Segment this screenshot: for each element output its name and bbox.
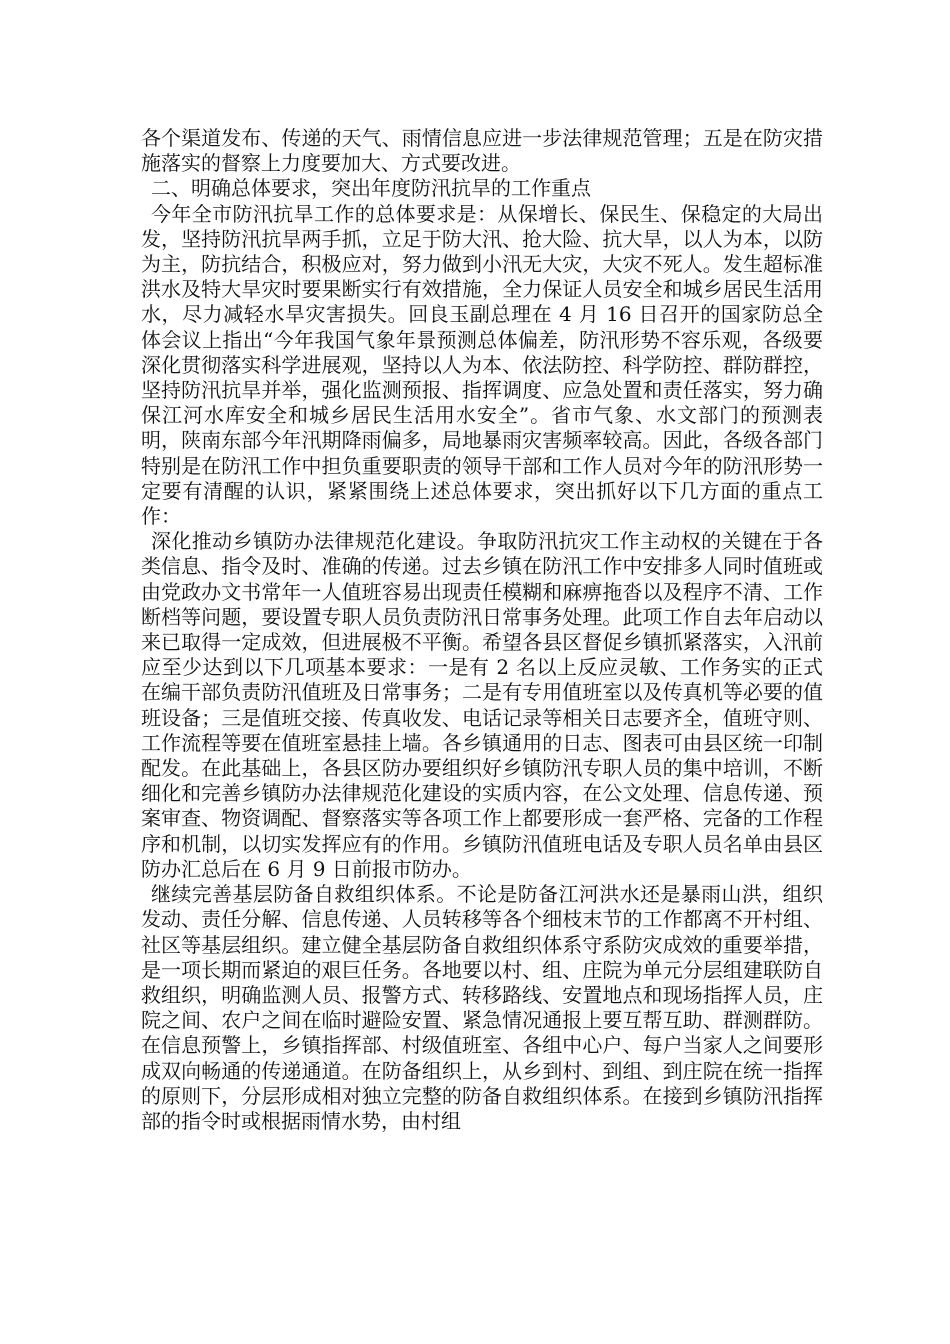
- paragraph-township-office: 深化推动乡镇防办法律规范化建设。争取防汛抗灾工作主动权的关键在于各类信息、指令及时、准确的传递。过去乡镇在防汛工作中安排多人同时值班或由党政办文书常年一人值班容易出现责任模糊和麻痹拖沓以及程序不清、工作断档等问题，要设置专职人员负责防汛日常事务处理。此项工作自去年启动以来已取得一定成效，但进展极不平衡。希望各县区督促乡镇抓紧落实，入汛前应至少达到以下几项基本要求：一是有 2 名以上反应灵敏、工作务实的正式在编干部负责防汛值班及日常事务；二是有专用值班室以及传真机等必要的值班设备；三是值班交接、传真收发、电话记录等相关日志要齐全，值班守则、工作流程等要在值班室悬挂上墙。各乡镇通用的日志、图表可由县区统一印制配发。在此基础上，各县区防办要组织好乡镇防汛专职人员的集中培训，不断细化和完善乡镇防办法律规范化建设的实质内容，在公文处理、信息传递、预案审查、物资调配、督察落实等各项工作上都要形成一套严格、完备的工作程序和机制，以切实发挥应有的作用。乡镇防汛值班电话及专职人员名单由县区防办汇总后在 6 月 9 日前报市防办。: [141, 529, 823, 881]
- document-page: [141, 126, 823, 1134]
- paragraph-continuation: 各个渠道发布、传递的天气、雨情信息应进一步法律规范管理；五是在防灾措施落实的督察上力度要加大、方式要改进。: [141, 126, 823, 176]
- paragraph-general-requirements: 今年全市防汛抗旱工作的总体要求是：从保增长、保民生、保稳定的大局出发，坚持防汛抗旱两手抓，立足于防大汛、抢大险、抗大旱，以人为本，以防为主，防抗结合，积极应对，努力做到小汛无大灾，大灾不死人。发生超标准洪水及特大旱灾时要果断实行有效措施，全力保证人员安全和城乡居民生活用水，尽力减轻水旱灾害损失。回良玉副总理在 4 月 16 日召开的国家防总全体会议上指出“今年我国气象年景预测总体偏差，防汛形势不容乐观，各级要深化贯彻落实科学进展观，坚持以人为本、依法防控、科学防控、群防群控，坚持防汛抗旱并举，强化监测预报、指挥调度、应急处置和责任落实，努力确保江河水库安全和城乡居民生活用水安全”。省市气象、水文部门的预测表明，陕南东部今年汛期降雨偏多，局地暴雨灾害频率较高。因此，各级各部门特别是在防汛工作中担负重要职责的领导干部和工作人员对今年的防汛形势一定要有清醒的认识，紧紧围绕上述总体要求，突出抓好以下几方面的重点工作：: [141, 201, 823, 529]
- paragraph-grassroots-system: 继续完善基层防备自救组织体系。不论是防备江河洪水还是暴雨山洪，组织发动、责任分解、信息传递、人员转移等各个细枝末节的工作都离不开村组、社区等基层组织。建立健全基层防备自救组织体系守系防灾成效的重要举措，是一项长期而紧迫的艰巨任务。各地要以村、组、庄院为单元分层组建联防自救组织，明确监测人员、报警方式、转移路线、安置地点和现场指挥人员，庄院之间、农户之间在临时避险安置、紧急情况通报上要互帮互助、群测群防。在信息预警上，乡镇指挥部、村级值班室、各组中心户、每户当家人之间要形成双向畅通的传递通道。在防备组织上，从乡到村、到组、到庄院在统一指挥的原则下，分层形成相对独立完整的防备自救组织体系。在接到乡镇防汛指挥部的指令时或根据雨情水势，由村组: [141, 882, 823, 1133]
- section-heading: 二、明确总体要求，突出年度防汛抗旱的工作重点: [151, 176, 591, 201]
